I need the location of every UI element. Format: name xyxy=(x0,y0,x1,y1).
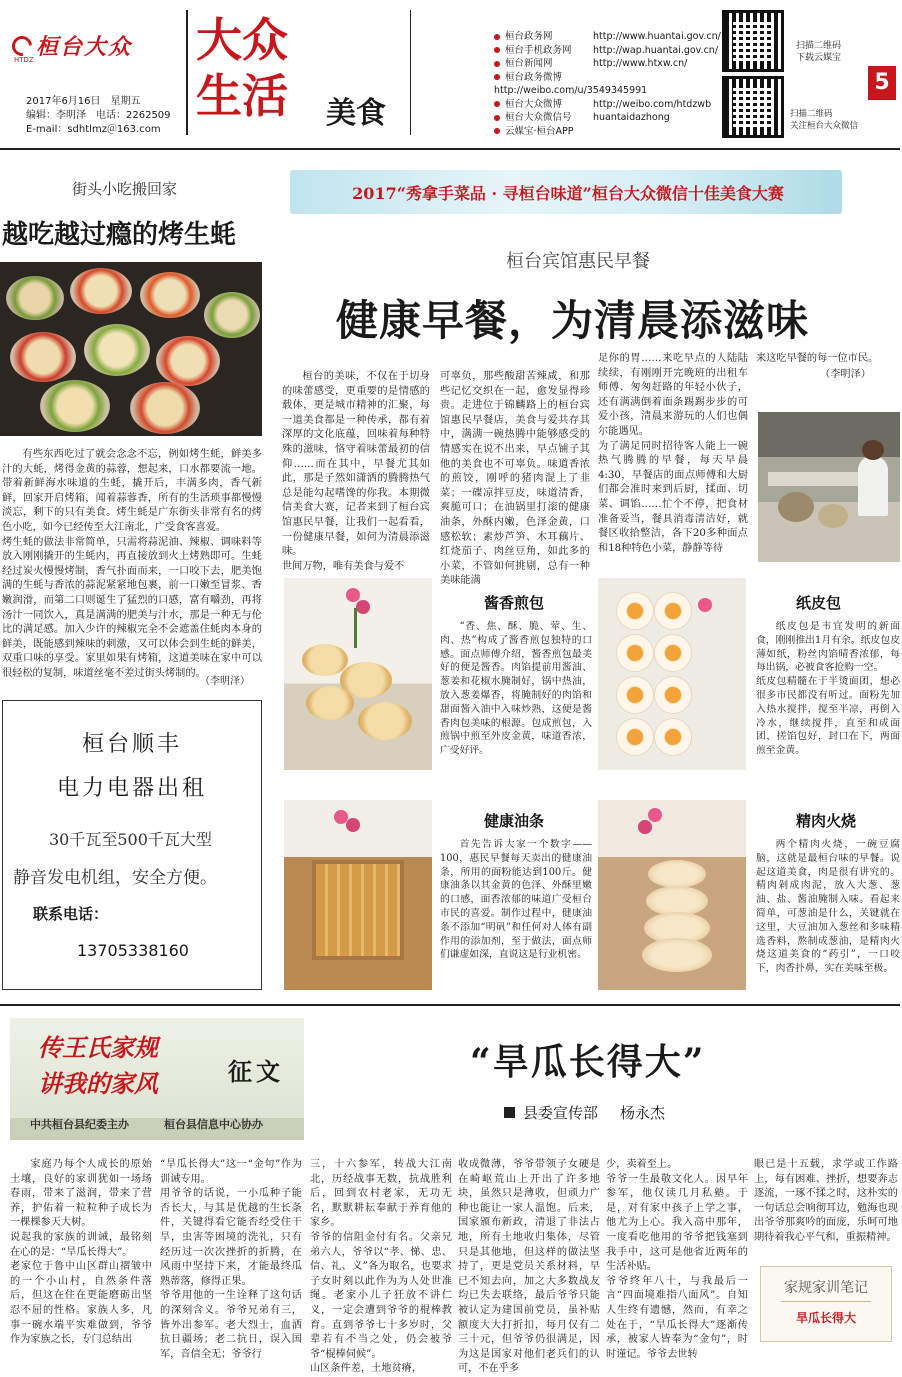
dish-title: 酱香煎包 xyxy=(484,594,545,612)
notes-box xyxy=(760,1266,892,1342)
kicker-oyster: 街头小吃搬回家 xyxy=(72,180,178,198)
oyster-byline: （李明泽） xyxy=(200,676,250,687)
oyster-body: 有些东西吃过了就会念念不忘，例如烤生蚝，鲜美多汁的大蚝，烤得金黄的蒜蓉，想起来，口水都要流一地。带着新鲜海水味道的生蚝，撬开后，丰满多肉，香气新鲜，回家开启烤箱，闻着蒜蓉香，所有的生活琐事都慢慢淡忘，剩下的只有美食。烤生蚝是广东街头非常有名的烤色小吃，如今已经传至大江南北，广受食客喜爱。 烤生蚝的做法非常简单，只需将蒜泥油、辣椒、调味料等放入刚刚撬开的生蚝内，再直接放到火上烤熟即可。生蚝经过炭火慢慢烤制，香气扑面而来，一口咬下去，肥美饱满的生蚝与香浓的蒜泥紧紧地包裹，前一口嫩至冒浆、香嫩润滑，而第二口则诞生了猛烈的口感，富有嚼劲，再将汤汁一同饮入，真是满满的肥美与汁水，那是一种无与伦比的满足感。加入少许的辣椒完全不会遮盖住蚝肉本身的鲜美，既能感到辣味的刺激，又可以体会到生蚝的鲜美，双重口味的享受。家里如果有烤箱，这道美味在家中可以很轻松的复制，味道丝毫不差过街头烤制的。 xyxy=(2,449,262,679)
page-number: 5 xyxy=(868,66,896,100)
essay-sponsor1: 中共桓台县纪委主办 xyxy=(30,1118,129,1131)
ad-line3: 30千瓦至500千瓦大型 xyxy=(49,830,212,849)
notes-box-title: 家规家训笔记 xyxy=(784,1280,868,1296)
main-col2: 可辜负，那些酸甜苦辣咸，和那些记忆交织在一起，愈发显得珍贵。走进位于锦麟路上的桓台宾馆惠民早餐店，美食与爱共存其中，满满一碗热腾中能够感受的情感实在说不出来，早点铺子其他的美食也不可辜负。味道香浓的煎饺，刚呼的猪肉混上了韭菜；一碟凉拌豆皮，味道清香，爽脆可口；在油锅里打滚的健康油条，外酥内嫩，色泽金黄，口感松软；素炒芦笋、木耳藕片、红烧茄子、肉丝豆角，如此多的小菜，不管如何挑剔，总有一种美味能满 xyxy=(440,371,590,587)
fried-dough-photo xyxy=(284,800,432,990)
main-col1: 桓台的美味，不仅在于切身的味蕾感受，更重要的是情感的载体，更是城市精神的汇聚，每一道美食都是一种传承，都有着深厚的文化底蕴，回味着每种特殊的滋味，恪守着味蕾最初的信仰……而在其中，早餐尤其如此，那是子然如潇洒的腾腾热气总是能勾起嗜馋的你我。本期微信美食大赛，记者来到了桓台宾馆惠民早餐，让我们一起看看，一份健康早餐，如何为清晨添滋味。 世间万物，唯有美食与爱不 xyxy=(282,371,430,572)
essay-col6: 眼已是十五载，求学或工作路上，每有困难、挫折，想要奔志逐流，一琢不揉之时，这朴实的一句话总会响彻耳边，勉海也现出爷爷那爽吟的面庞，乐呵可地期待着我心平气和，重振精神。 xyxy=(754,1159,898,1243)
essay-banner-tag: 征文 xyxy=(228,1057,284,1086)
dish-text: 纸皮包是韦宜发明的新面食，刚刚推出1月有余。纸皮包皮薄如纸，粉丝肉馅晴香浓郁，每每出锅，必被食客抢购一空。 纸皮包精髓在于半烫面团，想必很多市民都没有听过。面粉先加入热水搅拌，搅至半凉，再倒入冷水，继续搅拌，直至和成面团，搓馅包好，封口在下，两面煎至金黄。 xyxy=(756,621,900,757)
essay-col3: 三，十六参军，转战大江南北，历经战事无数，抗战胜利后，回到农村老家，无功无名，默默耕耘奉献于养育他的家乡。 爷爷的信阻金付有名。父亲兄弟六人，爷爷以“孝、悌、忠、信、礼、义”各为取名，也要求子女时刻以此作为为人处世准绳。老家小儿子狂放不讲仁义，一定会遭到爷爷的棍棒教育。直到爷爷七十多岁时，父辈若有不当之处，仍会被爷爷“棍棒伺候”。 山区条件差，土地贫瘠， xyxy=(310,1159,452,1375)
dish-text: 两个精肉火烧，一碗豆腐脑，这就是最桓台味的早餐。说起这道美食，肉是很有讲究的。精肉剁成肉泥，放入大葱、葱油、盐、酱油腌制入味。看起来简单，可葱油是什么，关键就在这里，大豆油加入葱丝和多味精选香料，熬制成葱油，是精肉火烧这道美食的“药引”，一口咬下，肉香扑鼻，实在美味至极。 xyxy=(756,839,900,975)
title-oyster: 越吃越过瘾的烤生蚝 xyxy=(2,220,237,250)
contest-banner xyxy=(290,170,842,214)
masthead xyxy=(0,0,900,165)
oyster-photo xyxy=(0,262,262,436)
editor-line: 编辑：李明泽 电话：2262509 xyxy=(26,110,171,121)
site-list xyxy=(494,30,724,138)
fried-bun-photo xyxy=(284,578,432,770)
main-col4: 来这吃早餐的每一位市民。 xyxy=(756,353,879,364)
dish-title: 健康油条 xyxy=(484,812,545,830)
email-line: E-mail：sdhtlmz＠163.com xyxy=(26,124,161,135)
main-title: 健康早餐，为清晨添滋味 xyxy=(336,296,810,345)
ad-contact-label: 联系电话： xyxy=(33,905,109,923)
qr-caption-app: 扫描二维码 下载云媒宝 xyxy=(796,41,842,63)
site-row[interactable]: 桓台政务微博http://weibo.com/u/3549345991 xyxy=(494,71,648,96)
notes-box-item: 旱瓜长得大 xyxy=(795,1311,856,1325)
essay-banner-line1: 传王氏家规 xyxy=(38,1034,158,1062)
essay-banner xyxy=(10,1018,304,1140)
essay-title: “旱瓜长得大” xyxy=(470,1041,706,1083)
essay-col2: “旱瓜长得大”这一“金句”作为训诫专用。 用爷爷的话说，一小瓜种子能否长大，与其是优越的生长条件，关键得看它能否经受住干旱，虫害等困境的洗礼，只有经历过一次次挫折的折腾，在风雨中坚持下来，才能最终瓜熟蒂落，修得正果。 爷爷用他的一生诠释了这句话的深刻含义。爷爷兄弟有三，皆外出参军。老大烈士，血洒抗日疆场；老二抗日，误入国军，音信全无；爷爷行 xyxy=(160,1159,302,1360)
site-row[interactable]: 桓台新闻网 http://www.htxw.cn/ xyxy=(494,57,724,71)
site-row[interactable]: 桓台大众微博 http://weibo.com/htdzwb xyxy=(494,98,724,112)
ad-line4: 静音发电机组，安全方便。 xyxy=(13,868,217,888)
site-row[interactable]: 桓台政务网 http://www.huantai.gov.cn/ xyxy=(494,30,724,44)
ad-phone[interactable]: 13705338160 xyxy=(77,941,189,960)
essay-author-line: 县委宣传部 杨永杰 xyxy=(504,1102,665,1123)
ad-line1: 桓台顺丰 xyxy=(81,732,182,757)
qr-caption-wechat: 扫描二维码 关注桓台大众微信 xyxy=(790,109,859,131)
essay-col5: 少，卖着至上。 爷爷一生最敬文化人。因早年参军，他仅读几月私塾。于是，对有家中孩子上学之事，他尤为上心。我入高中那年，一度看吃他用的爷爷把钱塞到我手中，这可是他省近两年的生活补贴。 爷爷终年八十，与我最后一言“四面境难指八面风”。自知人生终有遗憾，然而，有幸之处在于，“旱瓜长得大”逐渐传承，被家人皆奉为“金句”，时时谨记。爷爷去世转 xyxy=(606,1159,748,1360)
logo-text: 桓台大众 xyxy=(36,34,133,60)
main-col3: 足你的胃……来吃早点的人陆陆续续，有刚刚开完晚班的出租车师傅、匆匆赶路的年轻小伙子，还有满满倒着面条踢踢步步的可爱小孩，清晨来游玩的人们也偶尔能遇见。 为了满足同时招待客人能上一碗热气腾腾的早餐，每天早晨4:30，早餐店的面点师傅和大厨们都会准时来到后厨，揉面、切菜、调馅……忙个不停，把食材准备妥当，餐具消毒清洁好，就餐区收拾整洁，各下20多种面点和18种特色小菜，静静等待 xyxy=(598,353,748,554)
essay-col4: 收成微薄，爷爷带领子女硬是在崎岖荒山上开出了许多地块，虽然只是薄收，但顽力广种也能让一家人温饱。后来，国家颁布新政，清退了非法占地，所有土地收归集体，尽管只是其他地，但这样的做法坚持了，更是党员关系材料，早已不知去向，加之大多数战友均已失去联络，最后爷爷只能被认定为建国前党员，虽补贴额度大大打折扣，每月仅有二三十元，但爷爷仍很满足，因为这是国家对他们老兵们的认可，不在乎多 xyxy=(458,1159,600,1375)
section-title: 大众 生活 xyxy=(196,13,288,123)
contest-banner-text: 2017“秀拿手菜品 · 寻桓台味道”桓台大众微信十佳美食大赛 xyxy=(352,184,784,203)
dish-title: 精肉火烧 xyxy=(796,812,857,830)
essay-banner-line2: 讲我的家风 xyxy=(38,1070,158,1098)
main-byline: （李明泽） xyxy=(820,369,871,380)
qr-code-wechat-icon[interactable] xyxy=(722,76,784,138)
section-subtitle: 美食 xyxy=(326,96,386,131)
site-row[interactable]: 桓台手机政务网 http://wap.huantai.gov.cn/ xyxy=(494,44,724,58)
paper-bun-photo xyxy=(598,578,746,770)
essay-col1: 家庭乃每个人成长的原始土壤，良好的家训犹如一场场春雨，带来了滋润，带来了营养，护佑着一粒粒种子成长为一棵棵参天大树。 说起我的家族的训诫，最铭刻在心的是：“旱瓜长得大”。 老家位于鲁中山区群山褶皱中的一个小山村，自然条件落后，但这在住在更能磨砺出坚忍不屈的性格。家族人多，凡事一碗水端平实难做到，爷爷作为家族之长，专门总结出 xyxy=(10,1159,152,1346)
main-kicker: 桓台宾馆惠民早餐 xyxy=(506,251,650,272)
meat-pie-photo xyxy=(598,800,746,990)
site-row[interactable]: 云媒宝·桓台APP xyxy=(494,125,724,139)
ad-box xyxy=(2,700,262,990)
site-row[interactable]: 桓台大众微信号 huantaidazhong xyxy=(494,111,724,125)
logo-sub: HTDZ xyxy=(14,56,34,64)
qr-code-app-icon[interactable] xyxy=(722,10,784,72)
date-line: 2017年6月16日 星期五 xyxy=(26,96,141,107)
ad-line2: 电力电器出租 xyxy=(56,776,207,801)
essay-sponsor2: 桓台县信息中心协办 xyxy=(164,1118,263,1131)
dish-text: 首先告诉大家一个数字——100，惠民早餐每天卖出的健康油条，所用的面粉能达到100斤。健康油条以其金黄的色泽、外酥里嫩的口感，面香浓郁的味道广受桓台市民的喜爱。制作过程中，健康油条不添加“明矾”和任何对人体有副作用的添加剂，至于做法，面点师们谦虚如深，直说这是行业机密。 xyxy=(440,839,592,961)
dish-title: 纸皮包 xyxy=(796,594,842,612)
breakfast-shop-photo xyxy=(758,412,900,562)
dish-text: “香、焦、酥、脆、荤、生、肉、热”构成了酱香煎包独特的口感。面点师傅介绍，酱香煎包最美好的便是酱香。肉馅提前用酱油、葱姜和花椒水腌制好，锅中热油，放入葱姜爆香，将腌制好的肉馅和甜面酱入油中入味炒熟，这便是酱香肉包美味的根源。包成煎包，入煎锅中煎至外皮金黄，味道香浓，广受好评。 xyxy=(440,621,592,757)
